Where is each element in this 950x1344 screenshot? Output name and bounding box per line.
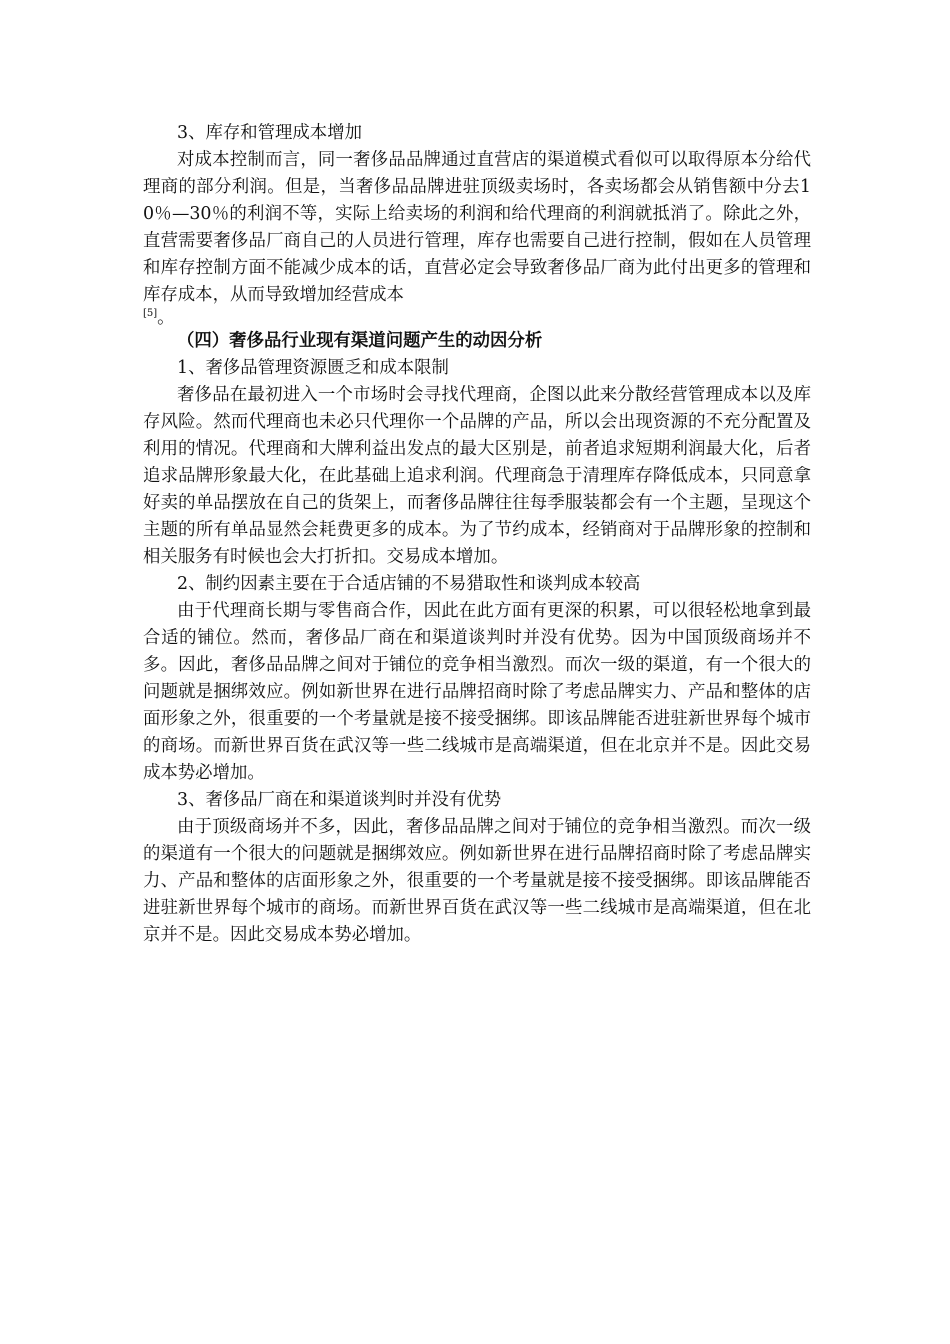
citation-tail: 。	[157, 308, 175, 328]
paragraph-2: 由于代理商长期与零售商合作，因此在此方面有更深的积累，可以很轻松地拿到最合适的铺位。然而，奢侈品厂商在和渠道谈判时并没有优势。因为中国顶级商场并不多。因此，奢侈品品牌之间对于铺位的竞争相当激烈。而次一级的渠道，有一个很大的问题就是捆绑效应。例如新世界在进行品牌招商时除了考虑品牌实力、产品和整体的店面形象之外，很重要的一个考量就是接不接受捆绑。即该品牌能否进驻新世界每个城市的商场。而新世界百货在武汉等一些二线城市是高端渠道，但在北京并不是。因此交易成本势必增加。	[143, 601, 811, 783]
subheading-3: 3、奢侈品厂商在和渠道谈判时并没有优势	[177, 790, 502, 810]
paragraph-1: 奢侈品在最初进入一个市场时会寻找代理商，企图以此来分散经营管理成本以及库存风险。然而代理商也未必只代理你一个品牌的产品，所以会出现资源的不充分配置及利用的情况。代理商和大牌利益出发点的最大区别是，前者追求短期利润最大化，后者追求品牌形象最大化，在此基础上追求利润。代理商急于清理库存降低成本，只同意拿好卖的单品摆放在自己的货架上，而奢侈品牌往往每季服装都会有一个主题，呈现这个主题的所有单品显然会耗费更多的成本。为了节约成本，经销商对于品牌形象的控制和相关服务有时候也会大打折扣。交易成本增加。	[143, 385, 811, 567]
document-page	[143, 120, 811, 949]
citation-ref: [5]	[143, 308, 158, 319]
paragraph-cost-control-text: 对成本控制而言，同一奢侈品品牌通过直营店的渠道模式看似可以取得原本分给代理商的部分利润。但是，当奢侈品品牌进驻顶级卖场时，各卖场都会从销售额中分去10％—30％的利润不等，实际上给卖场的利润和给代理商的利润就抵消了。除此之外，直营需要奢侈品厂商自己的人员进行管理，库存也需要自己进行控制，假如在人员管理和库存控制方面不能减少成本的话，直营必定会导致奢侈品厂商为此付出更多的管理和库存成本，从而导致增加经营成本	[143, 150, 811, 305]
subheading-inventory-cost: 3、库存和管理成本增加	[177, 123, 362, 143]
citation-line	[143, 309, 811, 328]
subheading-2: 2、制约因素主要在于合适店铺的不易猎取性和谈判成本较高	[177, 574, 641, 594]
subheading-1: 1、奢侈品管理资源匮乏和成本限制	[177, 358, 449, 378]
paragraph-cost-control	[143, 147, 811, 309]
section-heading-4: （四）奢侈品行业现有渠道问题产生的动因分析	[177, 331, 543, 351]
paragraph-3: 由于顶级商场并不多，因此，奢侈品品牌之间对于铺位的竞争相当激烈。而次一级的渠道有一个很大的问题就是捆绑效应。例如新世界在进行品牌招商时除了考虑品牌实力、产品和整体的店面形象之外，很重要的一个考量就是接不接受捆绑。即该品牌能否进驻新世界每个城市的商场。而新世界百货在武汉等一些二线城市是高端渠道，但在北京并不是。因此交易成本势必增加。	[143, 817, 811, 945]
